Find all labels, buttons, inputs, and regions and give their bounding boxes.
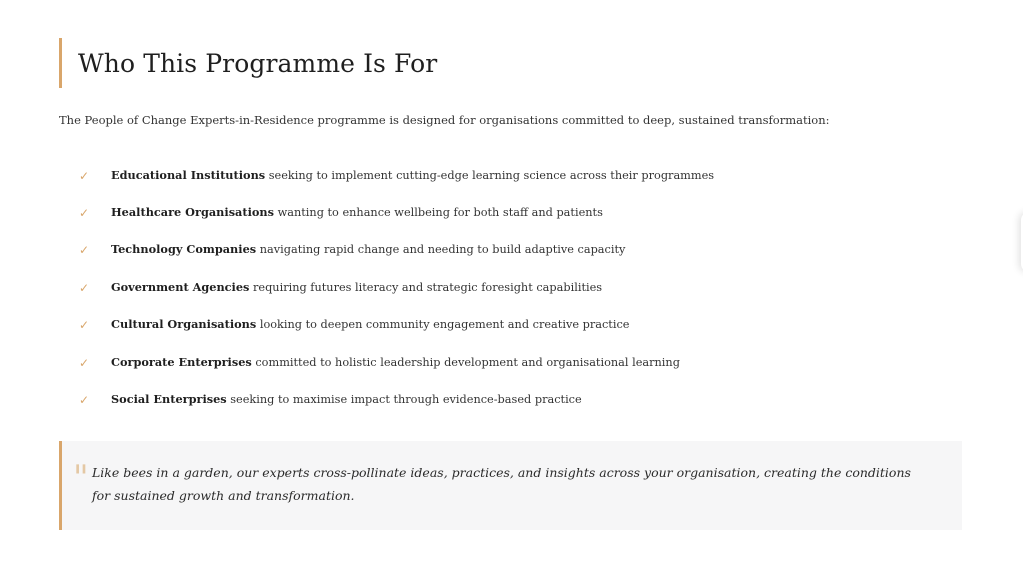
check-icon: ✓ xyxy=(79,318,90,333)
list-item-description: requiring futures literacy and strategic foresight capabilities xyxy=(249,280,603,294)
list-item-text xyxy=(111,242,625,256)
quote-mark-icon: " xyxy=(73,458,89,498)
list-item-title: Social Enterprises xyxy=(111,392,227,407)
list-item-text xyxy=(111,392,582,406)
check-icon: ✓ xyxy=(79,243,90,258)
list-item-text xyxy=(111,355,680,369)
programme-audience-section xyxy=(59,38,968,503)
list-item-description: seeking to maximise impact through evidence-based practice xyxy=(226,393,582,407)
list-item xyxy=(79,156,714,193)
list-item-title: Healthcare Organisations xyxy=(111,205,274,220)
list-item-description: looking to deepen community engagement and creative practice xyxy=(256,318,630,332)
pull-quote xyxy=(59,441,962,530)
list-item-description: seeking to implement cutting-edge learning science across their programmes xyxy=(265,168,715,182)
check-icon: ✓ xyxy=(79,355,90,370)
title-block xyxy=(59,38,968,88)
list-item xyxy=(79,268,714,305)
list-item xyxy=(79,193,714,230)
list-item-text xyxy=(111,280,602,294)
list-item-text xyxy=(111,205,603,219)
list-item-description: navigating rapid change and needing to build adaptive capacity xyxy=(256,243,626,257)
check-icon: ✓ xyxy=(79,206,90,221)
list-item-text xyxy=(111,168,714,182)
list-item-title: Government Agencies xyxy=(111,279,250,294)
list-item-description: committed to holistic leadership development and organisational learning xyxy=(251,355,680,369)
list-item-title: Educational Institutions xyxy=(111,167,266,182)
list-item xyxy=(79,306,714,343)
list-item-text xyxy=(111,317,629,331)
check-icon: ✓ xyxy=(79,393,90,408)
intro-paragraph: The People of Change Experts-in-Residence programme is designed for organisations committed to deep, sustained transformation: xyxy=(59,113,830,127)
list-item-title: Technology Companies xyxy=(111,242,257,257)
list-item xyxy=(79,343,714,380)
list-item xyxy=(79,231,714,268)
check-icon: ✓ xyxy=(79,168,90,183)
audience-list xyxy=(79,156,714,418)
page-title: Who This Programme Is For xyxy=(78,48,438,78)
check-icon: ✓ xyxy=(79,280,90,295)
list-item-title: Cultural Organisations xyxy=(111,317,257,332)
list-item-description: wanting to enhance wellbeing for both staff and patients xyxy=(274,206,603,220)
list-item-title: Corporate Enterprises xyxy=(111,354,252,369)
quote-text: Like bees in a garden, our experts cross-pollinate ideas, practices, and insights across your organisation, creating the conditions for sustained growth and transformation. xyxy=(92,465,911,503)
list-item xyxy=(79,380,714,417)
